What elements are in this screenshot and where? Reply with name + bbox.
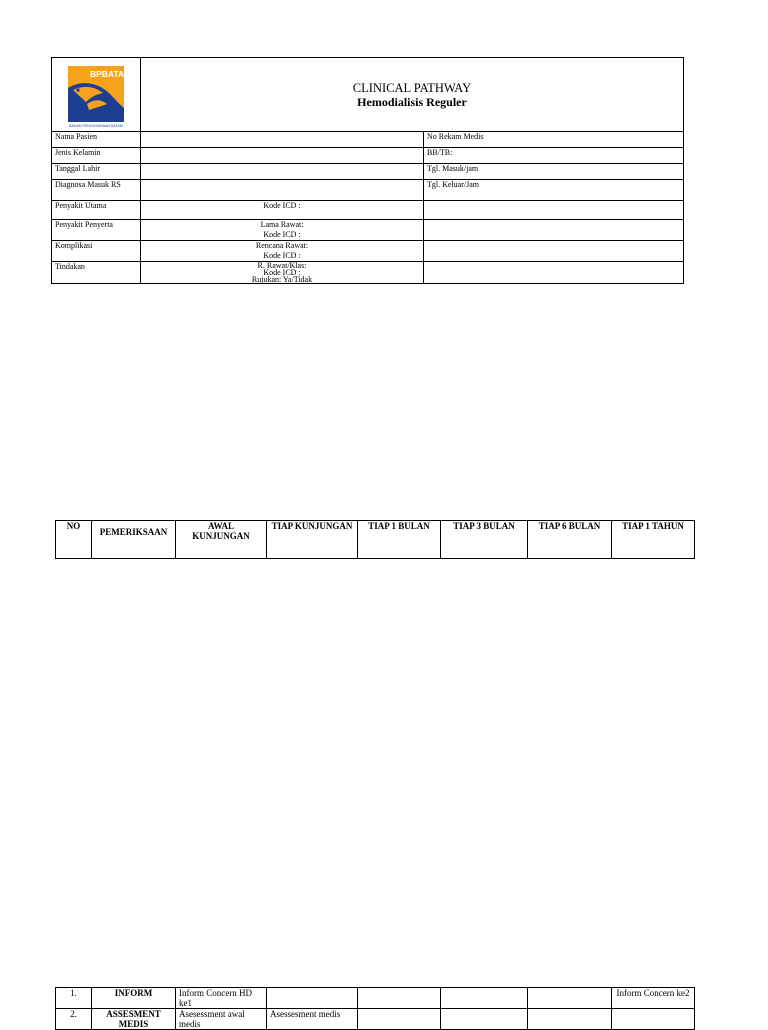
field-row — [52, 241, 684, 262]
page-title: CLINICAL PATHWAY — [352, 80, 472, 95]
pathway-items-table — [55, 987, 695, 1030]
row-cell — [441, 988, 528, 1009]
field-row — [52, 220, 684, 241]
col-header-tiap-1-bulan: TIAP 1 BULAN — [358, 521, 441, 559]
examination-schedule-table — [55, 520, 695, 559]
field-label-right: Tgl. Masuk/jam — [424, 164, 684, 180]
col-header-tiap-3-bulan: TIAP 3 BULAN — [441, 521, 528, 559]
field-value: Rencana Rawat: Kode ICD : — [141, 241, 424, 262]
page-subtitle: Hemodialisis Reguler — [357, 94, 467, 109]
table-row — [56, 988, 695, 1009]
col-header-pemeriksaan: PEMERIKSAAN — [92, 521, 176, 559]
logo-cell — [52, 58, 141, 132]
table-row — [56, 1009, 695, 1030]
row-cell: Inform Concern HD ke1 — [176, 988, 267, 1009]
row-cell — [267, 988, 358, 1009]
field-row — [52, 132, 684, 148]
field-label-right — [424, 220, 684, 241]
row-cell — [358, 1009, 441, 1030]
col-header-no: NO — [56, 521, 92, 559]
field-label: Komplikasi — [52, 241, 141, 262]
field-label: Penyakit Penyerta — [52, 220, 141, 241]
row-cell — [612, 1009, 695, 1030]
field-label: Jenis Kelamin — [52, 148, 141, 164]
field-label-right: BB/TB: — [424, 148, 684, 164]
row-cell — [358, 988, 441, 1009]
row-cell: Inform Concern ke2 — [612, 988, 695, 1009]
row-cell — [528, 988, 612, 1009]
row-cell: Asessesment medis — [267, 1009, 358, 1030]
field-value: Lama Rawat: Kode ICD : — [141, 220, 424, 241]
field-row — [52, 164, 684, 180]
field-label-right: No Rekam Medis — [424, 132, 684, 148]
patient-header-table — [51, 57, 684, 284]
field-row — [52, 180, 684, 201]
row-number: 1. — [56, 988, 92, 1009]
field-row — [52, 262, 684, 284]
row-cell — [441, 1009, 528, 1030]
field-value: Kode ICD : — [141, 201, 424, 220]
row-item: ASSESMENT MEDIS — [92, 1009, 176, 1030]
field-label-right: Tgl. Keluar/Jam — [424, 180, 684, 201]
row-cell: Asesessment awal medis — [176, 1009, 267, 1030]
field-value — [141, 132, 424, 148]
field-row — [52, 148, 684, 164]
row-cell — [528, 1009, 612, 1030]
row-number: 2. — [56, 1009, 92, 1030]
col-header-tiap-6-bulan: TIAP 6 BULAN — [528, 521, 612, 559]
field-label-right — [424, 201, 684, 220]
field-value — [141, 164, 424, 180]
logo-caption: BADAN PENGUSAHAAN BATAM — [69, 124, 123, 128]
field-label: Tanggal Lahir — [52, 164, 141, 180]
field-label-right — [424, 241, 684, 262]
field-label-right — [424, 262, 684, 284]
field-label: Tindakan — [52, 262, 141, 284]
title-cell — [141, 58, 684, 132]
field-label: Nama Pasien — [52, 132, 141, 148]
col-header-awal-kunjungan: AWAL KUNJUNGAN — [176, 521, 267, 559]
row-item: INFORM — [92, 988, 176, 1009]
col-header-tiap-kunjungan: TIAP KUNJUNGAN — [267, 521, 358, 559]
field-row — [52, 201, 684, 220]
logo-brand: BPBATAM — [90, 69, 132, 79]
field-value — [141, 180, 424, 201]
bp-batam-logo — [67, 66, 132, 128]
field-value — [141, 148, 424, 164]
field-label: Penyakit Utama — [52, 201, 141, 220]
field-value: R. Rawat/Klas: Kode ICD : Rujukan: Ya/Tidak — [141, 262, 424, 284]
col-header-tiap-1-tahun: TIAP 1 TAHUN — [612, 521, 695, 559]
field-label: Diagnosa Masuk RS — [52, 180, 141, 201]
